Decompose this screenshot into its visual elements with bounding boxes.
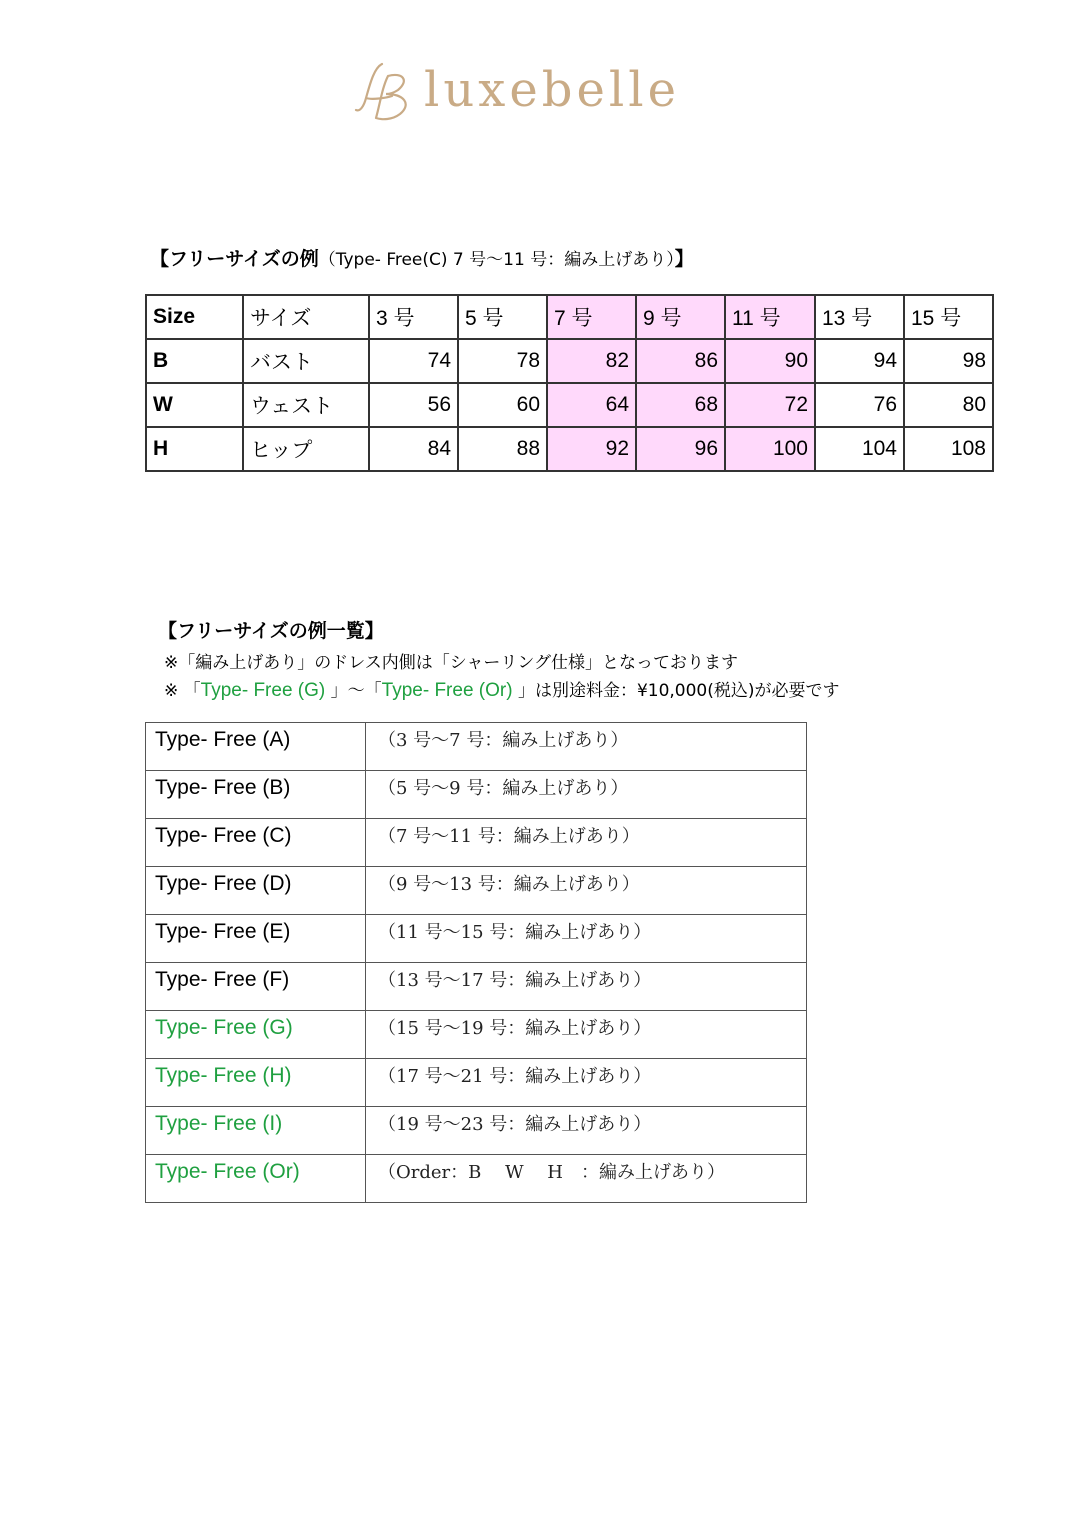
type-row <box>146 723 807 771</box>
size-value: 76 <box>815 383 904 427</box>
size-value: 72 <box>725 383 815 427</box>
size-row-waist <box>146 383 993 427</box>
type-row <box>146 963 807 1011</box>
size-value: 92 <box>547 427 636 471</box>
shirring-note: ※「編み上げあり」のドレス内側は「シャーリング仕様」となっております <box>164 653 739 673</box>
size-value: 104 <box>815 427 904 471</box>
extra-fee-note-prefix: ※ 「 <box>164 681 201 701</box>
size-row-bust <box>146 339 993 383</box>
size-value: 60 <box>458 383 547 427</box>
type-name: Type- Free (Or) <box>146 1155 366 1203</box>
size-example-title <box>150 244 694 271</box>
type-desc: （19 号〜23 号：編み上げあり） <box>366 1107 807 1155</box>
type-name: Type- Free (H) <box>146 1059 366 1107</box>
type-list-table <box>145 722 807 1203</box>
header-cell: 3 号 <box>369 295 458 339</box>
brand-logo <box>352 50 680 130</box>
row-label: バスト <box>243 339 369 383</box>
extra-fee-note-suffix: 」は別途料金：¥10,000(税込)が必要です <box>512 681 840 701</box>
type-desc: （11 号〜15 号：編み上げあり） <box>366 915 807 963</box>
size-value: 74 <box>369 339 458 383</box>
header-cell: 9 号 <box>636 295 725 339</box>
size-example-title-detail: （Type- Free(C) 7 号〜11 号：編み上げあり） <box>318 250 675 270</box>
brand-wordmark: luxebelle <box>424 62 680 118</box>
row-code: B <box>146 339 243 383</box>
header-cell: 15 号 <box>904 295 993 339</box>
type-name: Type- Free (I) <box>146 1107 366 1155</box>
type-list-title: 【フリーサイズの例一覧】 <box>158 620 384 642</box>
type-row-extra-fee <box>146 1155 807 1203</box>
extra-fee-type-g: Type- Free (G) <box>200 680 326 701</box>
type-desc: （13 号〜17 号：編み上げあり） <box>366 963 807 1011</box>
type-row-extra-fee <box>146 1107 807 1155</box>
extra-fee-note <box>164 676 840 702</box>
type-desc: （17 号〜21 号：編み上げあり） <box>366 1059 807 1107</box>
type-row-extra-fee <box>146 1011 807 1059</box>
size-table-header <box>146 295 993 339</box>
size-value: 64 <box>547 383 636 427</box>
size-value: 96 <box>636 427 725 471</box>
lb-monogram-icon <box>352 54 418 126</box>
type-name: Type- Free (B) <box>146 771 366 819</box>
size-value: 86 <box>636 339 725 383</box>
extra-fee-type-or: Type- Free (Or) <box>381 680 513 701</box>
type-name: Type- Free (F) <box>146 963 366 1011</box>
header-cell: 13 号 <box>815 295 904 339</box>
type-desc: （3 号〜7 号：編み上げあり） <box>366 723 807 771</box>
size-value: 88 <box>458 427 547 471</box>
header-cell: 5 号 <box>458 295 547 339</box>
type-name: Type- Free (E) <box>146 915 366 963</box>
size-value: 78 <box>458 339 547 383</box>
size-value: 100 <box>725 427 815 471</box>
type-name: Type- Free (D) <box>146 867 366 915</box>
row-code: H <box>146 427 243 471</box>
type-desc: （Order：B W H ：編み上げあり） <box>366 1155 807 1203</box>
size-example-title-end: 】 <box>674 248 694 270</box>
size-value: 80 <box>904 383 993 427</box>
size-table <box>145 294 994 472</box>
size-value: 98 <box>904 339 993 383</box>
type-desc: （15 号〜19 号：編み上げあり） <box>366 1011 807 1059</box>
size-value: 84 <box>369 427 458 471</box>
size-row-hip <box>146 427 993 471</box>
header-cell: サイズ <box>243 295 369 339</box>
type-row <box>146 771 807 819</box>
type-name: Type- Free (A) <box>146 723 366 771</box>
header-cell: 7 号 <box>547 295 636 339</box>
extra-fee-note-mid: 」〜「 <box>325 681 382 701</box>
type-row <box>146 915 807 963</box>
type-desc: （7 号〜11 号：編み上げあり） <box>366 819 807 867</box>
row-label: ヒップ <box>243 427 369 471</box>
size-example-title-main: 【フリーサイズの例 <box>150 248 319 270</box>
header-cell: Size <box>146 295 243 339</box>
size-value: 108 <box>904 427 993 471</box>
type-name: Type- Free (C) <box>146 819 366 867</box>
size-value: 82 <box>547 339 636 383</box>
type-desc: （9 号〜13 号：編み上げあり） <box>366 867 807 915</box>
size-value: 90 <box>725 339 815 383</box>
size-value: 56 <box>369 383 458 427</box>
size-value: 94 <box>815 339 904 383</box>
type-row <box>146 867 807 915</box>
type-row-extra-fee <box>146 1059 807 1107</box>
size-value: 68 <box>636 383 725 427</box>
row-label: ウェスト <box>243 383 369 427</box>
type-desc: （5 号〜9 号：編み上げあり） <box>366 771 807 819</box>
header-cell: 11 号 <box>725 295 815 339</box>
row-code: W <box>146 383 243 427</box>
type-row <box>146 819 807 867</box>
type-name: Type- Free (G) <box>146 1011 366 1059</box>
